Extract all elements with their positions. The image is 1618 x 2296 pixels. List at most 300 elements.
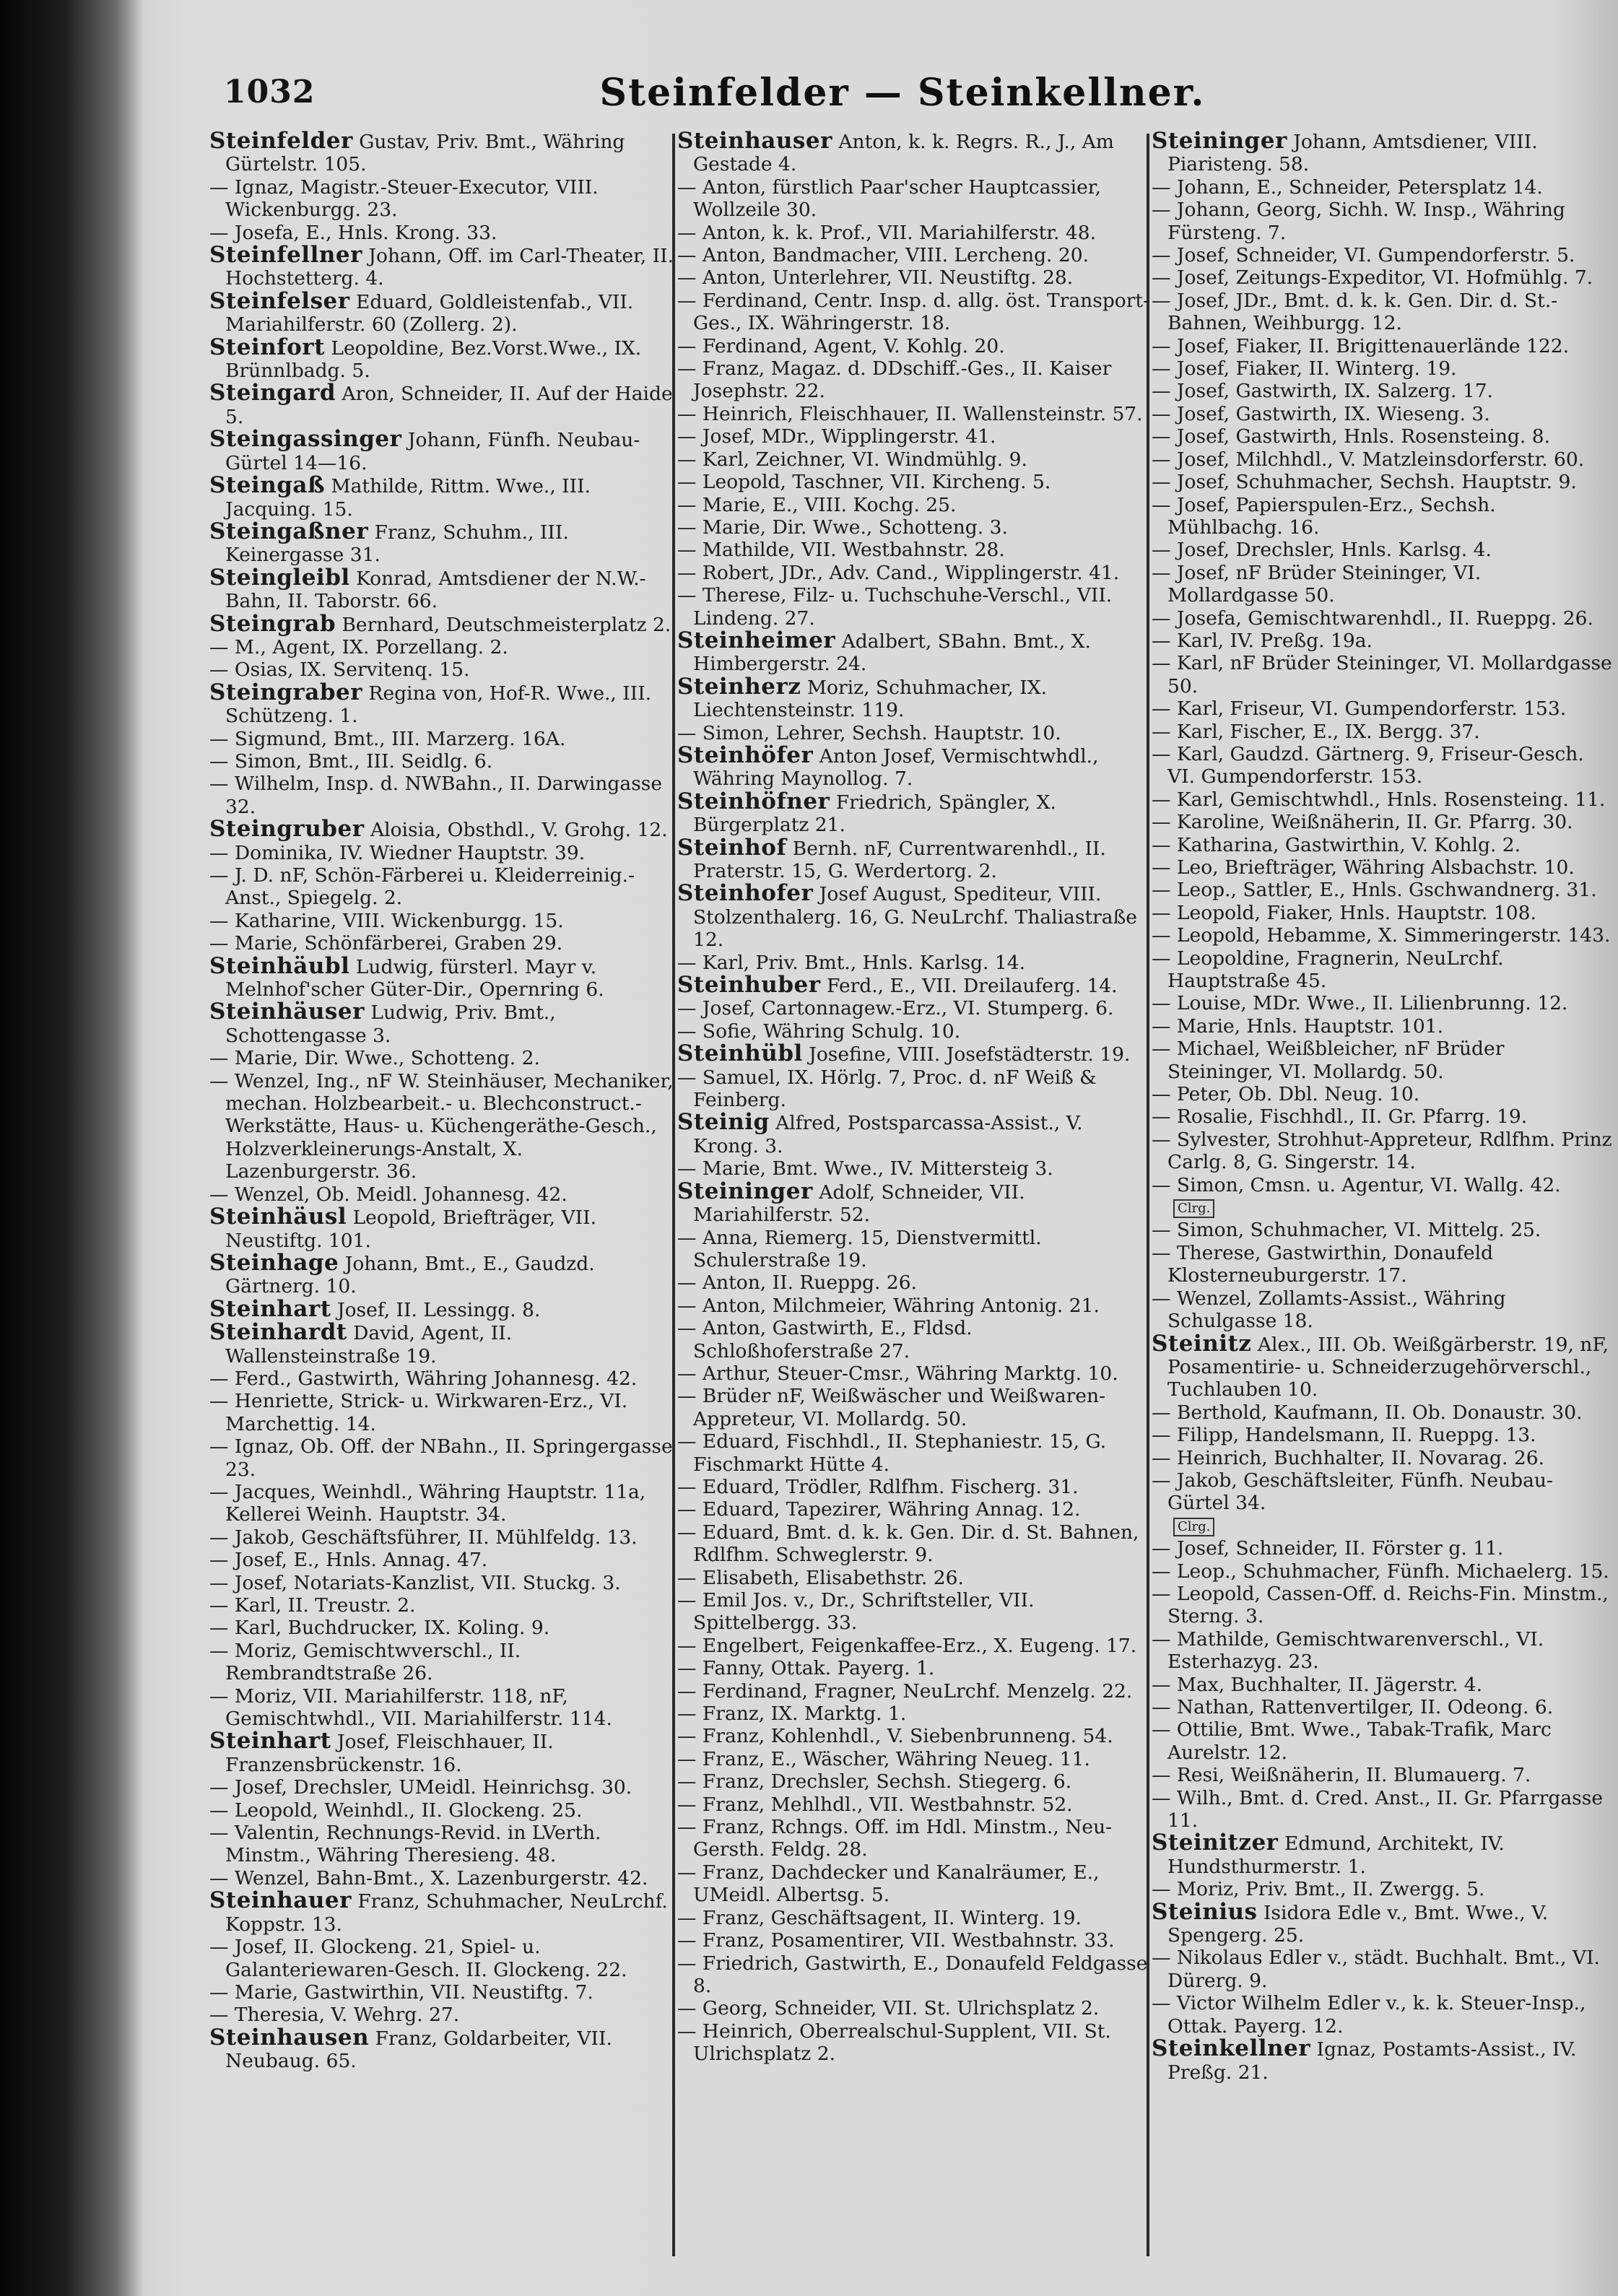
entry-text: Mathilde, Rittm. Wwe., III. Jacquing. 15.	[225, 475, 591, 521]
entry-text: — Anton, Milchmeier, Währing Antonig. 21.	[677, 1294, 1100, 1317]
directory-entry	[1152, 494, 1614, 539]
directory-entry	[209, 1640, 679, 1685]
directory-entry	[677, 1997, 1150, 2019]
surname: Steinitz	[1152, 1330, 1252, 1357]
directory-entry	[209, 658, 679, 681]
entry-text: — Jacques, Weinhdl., Währing Hauptstr. 11a, Kellerei Weinh. Hauptstr. 34.	[209, 1480, 646, 1526]
directory-entry	[677, 1385, 1150, 1430]
entry-text: — Eduard, Fischhdl., II. Stephaniestr. 15, G. Fischmarkt Hütte 4.	[677, 1430, 1107, 1476]
entry-text: Alfred, Postsparcassa-Assist., V. Krong. 3.	[693, 1112, 1083, 1157]
entry-text: — Heinrich, Buchhalter, II. Novarag. 26.	[1152, 1446, 1545, 1469]
entry-text: — Wilh., Bmt. d. Cred. Anst., II. Gr. Pfarrgasse 11.	[1152, 1786, 1604, 1832]
entry-text: Johann, Off. im Carl-Theater, II. Hochstetterg. 4.	[225, 245, 674, 290]
directory-entry-head	[677, 744, 1150, 791]
directory-entry	[677, 1317, 1150, 1362]
book-spine-shadow	[0, 0, 144, 2296]
surname: Steinhage	[209, 1249, 339, 1276]
entry-text: — Josef, nF Brüder Steininger, VI. Mollardgasse 50.	[1152, 561, 1482, 607]
entry-text: — Leop., Schuhmacher, Fünfh. Michaelerg. 15.	[1152, 1560, 1609, 1583]
entry-text: — Josef, II. Glockeng. 21, Spiel- u. Galanteriewaren-Gesch. II. Glockeng. 22.	[209, 1936, 627, 1981]
directory-entry	[677, 1748, 1150, 1770]
entry-text: — Leopold, Taschner, VII. Kircheng. 5.	[677, 471, 1051, 494]
entry-text: Konrad, Amtsdiener der N.W.-Bahn, II. Taborstr. 66.	[225, 567, 646, 613]
page-header	[224, 71, 1581, 131]
surname: Steingruber	[209, 816, 365, 843]
directory-entry-head	[677, 974, 1150, 997]
entry-text: Moriz, Schuhmacher, IX. Liechtensteinstr. 119.	[693, 676, 1048, 722]
entry-text: — Josefa, E., Hnls. Krong. 33.	[209, 221, 497, 244]
entry-text: — Michael, Weißbleicher, nF Brüder Steininger, VI. Mollardg. 50.	[1152, 1038, 1505, 1083]
entry-text: — Josef, Zeitungs-Expeditor, VI. Hofmühlg. 7.	[1152, 266, 1593, 290]
entry-text: — Anton, Bandmacher, VIII. Lercheng. 20.	[677, 244, 1089, 267]
directory-entry	[209, 728, 679, 750]
entry-text: — Marie, Schönfärberei, Graben 29.	[209, 932, 563, 955]
entry-text: — Josef, MDr., Wipplingerstr. 41.	[677, 425, 996, 448]
directory-entry	[1152, 1219, 1614, 1241]
directory-entry-head	[209, 287, 679, 336]
directory-entry	[677, 176, 1150, 222]
directory-entry	[209, 1367, 679, 1390]
directory-entry	[1152, 1287, 1614, 1333]
directory-entry	[1152, 947, 1614, 993]
directory-entry	[1152, 1560, 1614, 1583]
entry-text: — Sigmund, Bmt., III. Marzerg. 16A.	[209, 727, 566, 750]
entry-text: — Josef, Fiaker, II. Brigittenauerlände 122.	[1152, 334, 1570, 357]
directory-entry	[209, 1481, 679, 1526]
directory-entry	[677, 1703, 1150, 1725]
directory-entry	[1152, 1947, 1614, 1992]
directory-entry	[677, 335, 1150, 357]
directory-entry	[1152, 448, 1614, 471]
entry-text: — Ferdinand, Centr. Insp. d. allg. öst. Transport-Ges., IX. Währingerstr. 18.	[677, 289, 1150, 335]
entry-text: — Anton, II. Rueppg. 26.	[677, 1271, 918, 1295]
directory-entry	[677, 1657, 1150, 1679]
entry-text: — Karl, nF Brüder Steininger, VI. Mollardgasse 50.	[1152, 652, 1612, 697]
entry-text: — Leopold, Cassen-Off. d. Reichs-Fin. Minstm., Sterng. 3.	[1152, 1582, 1609, 1628]
directory-entry-head	[209, 244, 679, 290]
entry-text: — Leop., Sattler, E., Hnls. Gschwandnerg. 31.	[1152, 879, 1597, 902]
directory-entry-head	[677, 627, 1150, 676]
entry-text: — Jakob, Geschäftsleiter, Fünfh. Neubau-Gürtel 34.	[1152, 1469, 1553, 1515]
entry-text: Anton, k. k. Regrs. R., J., Am Gestade 4.	[693, 131, 1114, 176]
directory-entry	[1152, 1583, 1614, 1628]
directory-entry	[1152, 879, 1614, 901]
directory-entry-head	[209, 130, 679, 176]
entry-text: Leopoldine, Bez.Vorst.Wwe., IX. Brünnlbadg. 5.	[225, 336, 642, 383]
surname: Steinhäuser	[209, 999, 365, 1025]
entry-text: — Sylvester, Strohhut-Appreteur, Rdlfhm. Prinz Carlg. 8, G. Singerstr. 14.	[1152, 1128, 1612, 1174]
directory-entry	[1152, 834, 1614, 856]
entry-text: — Ferdinand, Fragner, NeuLrchf. Menzelg. 22.	[677, 1679, 1133, 1703]
entry-text: — Karl, Friseur, VI. Gumpendorferstr. 153.	[1152, 697, 1567, 721]
directory-entry	[209, 1572, 679, 1594]
clearing-label: Clrg.	[1173, 1199, 1214, 1218]
directory-entry-head	[209, 818, 679, 841]
directory-entry-head	[209, 1321, 679, 1367]
directory-entry	[677, 2020, 1150, 2066]
directory-entry	[209, 1776, 679, 1799]
directory-entry	[677, 1271, 1150, 1294]
entry-text: — Josef, Cartonnagew.-Erz., VI. Stumperg. 6.	[677, 997, 1114, 1020]
directory-entry	[209, 1526, 679, 1549]
entry-text: — Anton, Unterlehrer, VII. Neustiftg. 28.	[677, 266, 1074, 290]
entry-text: Eduard, Goldleistenfab., VII. Mariahilferstr. 60 (Zollerg. 2).	[225, 290, 634, 336]
entry-text: — Nikolaus Edler v., städt. Buchhalt. Bmt., VI. Dürerg. 9.	[1152, 1947, 1600, 1992]
directory-entry	[209, 1981, 679, 2004]
entry-text: — Engelbert, Feigenkaffee-Erz., X. Eugeng. 17.	[677, 1634, 1137, 1657]
directory-entry	[1152, 1537, 1614, 1560]
directory-entry	[677, 357, 1150, 403]
directory-entry	[677, 1929, 1150, 1952]
entry-text: — Fanny, Ottak. Payerg. 1.	[677, 1657, 935, 1680]
entry-text: — Karl, Gemischtwhdl., Hnls. Rosensteing. 11.	[1152, 788, 1606, 811]
directory-entry-head	[1152, 1330, 1614, 1401]
entry-text: Anton Josef, Vermischtwhdl., Währing Maynollog. 7.	[693, 744, 1099, 791]
entry-text: — Brüder nF, Weißwäscher und Weißwaren-Appreteur, VI. Mollardg. 50.	[677, 1385, 1106, 1430]
directory-entry	[677, 1066, 1150, 1112]
entry-text: — Anton, k. k. Prof., VII. Mariahilferstr. 48.	[677, 221, 1097, 244]
entry-text: — Wilhelm, Insp. d. NWBahn., II. Darwingasse 32.	[209, 773, 663, 818]
surname: Steingraber	[209, 679, 363, 705]
directory-entry	[1152, 1038, 1614, 1083]
entry-text: — Josef, Drechsler, UMeidl. Heinrichsg. 30.	[209, 1776, 632, 1799]
entry-text: Franz, Goldarbeiter, VII. Neubaug. 65.	[225, 2027, 612, 2073]
directory-entry	[1152, 1787, 1614, 1832]
entry-text: — Marie, Hnls. Hauptstr. 101.	[1152, 1014, 1444, 1038]
directory-entry-head	[209, 1001, 679, 1047]
directory-entry	[209, 1799, 679, 1822]
entry-text: — Josef, Papierspulen-Erz., Sechsh. Mühlbachg. 16.	[1152, 493, 1496, 539]
directory-entry	[677, 494, 1150, 516]
entry-text: — Filipp, Handelsmann, II. Rueppg. 13.	[1152, 1424, 1536, 1447]
entry-text: — Franz, IX. Marktg. 1.	[677, 1703, 907, 1726]
directory-entry	[1152, 539, 1614, 561]
directory-entry	[1152, 1764, 1614, 1786]
surname: Steinius	[1152, 1898, 1258, 1925]
directory-entry	[1152, 1447, 1614, 1469]
entry-text: — Josef, Milchhdl., V. Matzleinsdorferstr. 60.	[1152, 448, 1585, 471]
entry-text: — Marie, Dir. Wwe., Schotteng. 3.	[677, 516, 1008, 539]
directory-entry-head	[677, 1040, 1150, 1067]
entry-text: — Karl, Priv. Bmt., Hnls. Karlsg. 14.	[677, 951, 1026, 974]
entry-text: — Simon, Schuhmacher, VI. Mittelg. 25.	[1152, 1219, 1541, 1242]
entry-text: — Katharine, VIII. Wickenburgg. 15.	[209, 909, 564, 932]
entry-text: — Resi, Weißnäherin, II. Blumauerg. 7.	[1152, 1764, 1531, 1787]
entry-text: Franz, Schuhmacher, NeuLrchf. Koppstr. 13.	[225, 1890, 668, 1936]
surname: Steingassinger	[209, 426, 402, 453]
entry-text: — Josef, Drechsler, Hnls. Karlsg. 4.	[1152, 539, 1492, 562]
surname: Steinfort	[209, 334, 325, 360]
entry-text: — Simon, Lehrer, Sechsh. Hauptstr. 10.	[677, 721, 1061, 744]
directory-entry	[1152, 357, 1614, 380]
directory-entry	[1152, 1878, 1614, 1900]
entry-text: — Mathilde, VII. Westbahnstr. 28.	[677, 539, 1005, 562]
entry-text: — Ottilie, Bmt. Wwe., Tabak-Trafik, Marc Aurelstr. 12.	[1152, 1718, 1552, 1764]
entry-text: — Louise, MDr. Wwe., II. Lilienbrunng. 12.	[1152, 992, 1568, 1015]
entry-text: — Anton, Gastwirth, E., Fldsd. Schloßhoferstraße 27.	[677, 1317, 973, 1362]
directory-entry	[1152, 1129, 1614, 1174]
entry-text: — Eduard, Bmt. d. k. k. Gen. Dir. d. St. Bahnen, Rdlfhm. Schweglerstr. 9.	[677, 1521, 1139, 1567]
entry-text: — Mathilde, Gemischtwarenverschl., VI. Esterhazyg. 23.	[1152, 1627, 1544, 1674]
directory-entry-head	[209, 428, 679, 474]
surname: Steinhöfer	[677, 742, 814, 768]
directory-entry	[1152, 630, 1614, 652]
directory-entry-head	[677, 788, 1150, 837]
directory-entry	[209, 773, 679, 818]
entry-text: — Eduard, Tapezirer, Währing Annag. 12.	[677, 1498, 1081, 1521]
directory-entry-head	[677, 1180, 1150, 1227]
entry-text: — Berthold, Kaufmann, II. Ob. Donaustr. 30.	[1152, 1401, 1583, 1424]
entry-text: Bernhard, Deutschmeisterplatz 2.	[342, 613, 671, 636]
directory-entry	[1152, 856, 1614, 879]
entry-text: Josef, II. Lessingg. 8.	[336, 1298, 541, 1321]
entry-text: — Therese, Gastwirthin, Donaufeld Klosterneuburgerstr. 17.	[1152, 1241, 1494, 1287]
directory-entry-head	[209, 564, 679, 613]
directory-entry	[677, 1952, 1150, 1998]
entry-text: Johann, Fünfh. Neubau-Gürtel 14—16.	[225, 429, 640, 474]
entry-text: — Anton, fürstlich Paar'scher Hauptcassier, Wollzeile 30.	[677, 175, 1101, 222]
directory-entry	[209, 842, 679, 864]
surname: Steinkellner	[1152, 2035, 1311, 2062]
entry-text: — Josef, Notariats-Kanzlist, VII. Stuckg. 3.	[209, 1571, 621, 1594]
directory-entry-head	[209, 2024, 679, 2073]
entry-text: — Marie, Bmt. Wwe., IV. Mittersteig 3.	[677, 1157, 1053, 1180]
surname: Steinhart	[209, 1295, 331, 1322]
entry-text: — Heinrich, Fleischhauer, II. Wallensteinstr. 57.	[677, 402, 1143, 425]
entry-text: — Franz, Dachdecker und Kanalräumer, E., UMeidl. Albertsg. 5.	[677, 1861, 1100, 1907]
entry-text: — Ferd., Gastwirth, Währing Johannesg. 42.	[209, 1367, 638, 1390]
surname: Steinfelder	[209, 130, 353, 154]
surname: Steinhuber	[677, 972, 821, 999]
entry-text: — Rosalie, Fischhdl., II. Gr. Pfarrg. 19.	[1152, 1105, 1528, 1129]
directory-entry	[1152, 1015, 1614, 1038]
directory-entry	[677, 1430, 1150, 1476]
entry-text: — Georg, Schneider, VII. St. Ulrichsplatz 2.	[677, 1997, 1100, 2020]
directory-entry	[1152, 266, 1614, 289]
surname: Steinherz	[677, 673, 801, 700]
directory-entry	[1152, 1242, 1614, 1287]
directory-entry	[209, 910, 679, 932]
surname: Steinhofer	[677, 880, 814, 907]
directory-entry	[677, 952, 1150, 974]
directory-entry	[1152, 1696, 1614, 1718]
directory-entry	[677, 722, 1150, 744]
directory-entry-head	[1152, 1832, 1614, 1878]
entry-text: — Franz, Rchngs. Off. im Hdl. Minstm., Neu-Gersth. Feldg. 28.	[677, 1816, 1113, 1861]
directory-entry-head	[1152, 130, 1614, 176]
directory-entry	[677, 1907, 1150, 1929]
directory-entry	[209, 2004, 679, 2026]
entry-text: — Marie, Dir. Wwe., Schotteng. 2.	[209, 1047, 540, 1070]
directory-entry	[209, 222, 679, 244]
directory-entry	[677, 1725, 1150, 1747]
directory-entry	[209, 1047, 679, 1069]
entry-text: Alex., III. Ob. Weißgärberstr. 19, nF, Posamentirie- u. Schneiderzugehörverschl., Tuchlauben 10.	[1167, 1333, 1609, 1401]
entry-text: — J. D. nF, Schön-Färberei u. Kleiderreinig.-Anst., Spiegelg. 2.	[209, 864, 635, 910]
directory-entry	[677, 584, 1150, 630]
entry-text: Gustav, Priv. Bmt., Währing Gürtelstr. 105.	[225, 131, 625, 176]
entry-text: — Leo, Briefträger, Währing Alsbachstr. 10.	[1152, 856, 1575, 879]
entry-text: — Josef, E., Hnls. Annag. 47.	[209, 1549, 488, 1572]
directory-entry	[677, 1227, 1150, 1272]
entry-text: Edmund, Architekt, IV. Hundsthurmerstr. 1.	[1167, 1832, 1505, 1878]
directory-entry	[1152, 788, 1614, 811]
entry-text: — Wenzel, Zollamts-Assist., Währing Schulgasse 18.	[1152, 1287, 1506, 1333]
entry-text: — Marie, Gastwirthin, VII. Neustiftg. 7.	[209, 1980, 593, 2004]
directory-entry	[677, 1770, 1150, 1793]
directory-entry-head	[1152, 2035, 1614, 2084]
entry-text: — Josef, Schneider, VI. Gumpendorferstr. 5.	[1152, 244, 1575, 267]
column-2	[677, 130, 1150, 2260]
entry-text: — Eduard, Trödler, Rdlfhm. Fischerg. 31.	[677, 1475, 1079, 1498]
entry-text: Josefine, VIII. Josefstädterstr. 19.	[809, 1043, 1131, 1066]
entry-text: — Wenzel, Ing., nF W. Steinhäuser, Mechaniker, mechan. Holzbearbeit.- u. Blechconstruct.-Werkstätte, Haus- u. Küchengeräthe-Gesch., Holzverkleinerungs-Anstalt, X. Lazenburgerstr. 36.	[209, 1069, 674, 1183]
surname: Steinhauer	[209, 1887, 352, 1914]
entry-text: Bernh. nF, Currentwarenhdl., II. Praterstr. 15, G. Werdertorg. 2.	[693, 837, 1106, 882]
entry-text: — Osias, IX. Servitenq. 15.	[209, 658, 470, 682]
entry-text: — Karl, Buchdrucker, IX. Koling. 9.	[209, 1617, 550, 1640]
directory-entry	[677, 1680, 1150, 1703]
directory-entry-head	[677, 673, 1150, 722]
directory-entry	[1152, 743, 1614, 788]
directory-entry-head	[677, 834, 1150, 883]
directory-entry	[677, 1157, 1150, 1180]
directory-entry	[1152, 721, 1614, 743]
entry-text: — Karl, Fischer, E., IX. Bergg. 37.	[1152, 720, 1480, 743]
entry-text: — Leopold, Weinhdl., II. Glockeng. 25.	[209, 1799, 583, 1822]
directory-entry	[1152, 1469, 1614, 1515]
entry-text: Isidora Edle v., Bmt. Wwe., V. Spengerg. 25.	[1167, 1901, 1549, 1947]
entry-text: — Marie, E., VIII. Kochg. 25.	[677, 493, 957, 516]
entry-text: — Moriz, VII. Mariahilferstr. 118, nF, Gemischtwhdl., VII. Mariahilferstr. 114.	[209, 1684, 612, 1731]
surname: Steingaß	[209, 472, 326, 499]
directory-entry	[677, 266, 1150, 289]
directory-entry	[1152, 1401, 1614, 1424]
column-1	[209, 130, 679, 2260]
entry-text: — Franz, Mehlhdl., VII. Westbahnstr. 52.	[677, 1793, 1073, 1816]
directory-entry-head	[209, 1730, 679, 1776]
directory-entry-head	[677, 882, 1150, 951]
directory-entry	[1152, 697, 1614, 720]
entry-text: — Henriette, Strick- u. Wirkwaren-Erz., VI. Marchettig. 14.	[209, 1390, 628, 1435]
entry-text: — Max, Buchhalter, II. Jägerstr. 4.	[1152, 1673, 1483, 1696]
entry-text: — Josef, Schuhmacher, Sechsh. Hauptstr. 9.	[1152, 471, 1577, 494]
surname: Steininger	[677, 1178, 813, 1204]
entry-text: — Jakob, Geschäftsführer, II. Mühlfeldg. 13.	[209, 1526, 638, 1549]
entry-text: — Arthur, Steuer-Cmsr., Währing Marktg. 10.	[677, 1362, 1118, 1385]
directory-entry	[677, 1861, 1150, 1907]
entry-text: Johann, Amtsdiener, VIII. Piaristeng. 58.	[1167, 131, 1538, 176]
entry-text: — Anna, Riemerg. 15, Dienstvermittl. Schulerstraße 19.	[677, 1226, 1042, 1271]
surname: Steinhof	[677, 834, 787, 861]
entry-text: — Leopoldine, Fragnerin, NeuLrchf. Hauptstraße 45.	[1152, 947, 1504, 993]
directory-entry-head	[209, 382, 679, 428]
clearing-label: Clrg.	[1173, 1518, 1214, 1536]
directory-entry-head	[209, 1249, 679, 1298]
entry-text: Aron, Schneider, II. Auf der Haide 5.	[225, 383, 673, 428]
entry-text: — Samuel, IX. Hörlg. 7, Proc. d. nF Weiß & Feinberg.	[677, 1066, 1097, 1112]
entry-text: — Leopold, Hebamme, X. Simmeringerstr. 143.	[1152, 924, 1611, 947]
directory-entry	[677, 448, 1150, 471]
directory-entry	[1152, 652, 1614, 697]
entry-text: — Franz, Posamentirer, VII. Westbahnstr. 33.	[677, 1929, 1115, 1952]
directory-entry	[677, 1635, 1150, 1657]
entry-text: — Friedrich, Gastwirth, E., Donaufeld Feldgasse 8.	[677, 1952, 1148, 1997]
entry-text: — Karl, II. Treustr. 2.	[209, 1594, 416, 1617]
directory-entry	[1152, 992, 1614, 1014]
entry-text: — Moriz, Gemischtwverschl., II. Rembrandtstraße 26.	[209, 1639, 521, 1685]
directory-entry	[677, 403, 1150, 425]
directory-entry	[209, 1867, 679, 1890]
entry-text: Ferd., E., VII. Dreilauferg. 14.	[827, 975, 1118, 998]
entry-text: — Ignaz, Ob. Off. der NBahn., II. Springergasse 23.	[209, 1435, 673, 1481]
surname: Steingard	[209, 380, 336, 406]
directory-entry	[677, 290, 1150, 335]
entry-text: — Heinrich, Oberrealschul-Supplent, VII. St. Ulrichsplatz 2.	[677, 2019, 1111, 2066]
surname: Steinhäusl	[209, 1204, 347, 1230]
directory-entry	[677, 1567, 1150, 1589]
entry-text: Johann, Bmt., E., Gaudzd. Gärtnerg. 10.	[225, 1252, 595, 1298]
entry-text: Josef, Fleischhauer, II. Franzensbrückenstr. 16.	[225, 1731, 554, 1776]
surname: Steinitzer	[1152, 1830, 1279, 1856]
directory-entry	[677, 1295, 1150, 1317]
surname: Steingrab	[209, 610, 336, 637]
entry-text: — Karl, IV. Preßg. 19a.	[1152, 629, 1373, 652]
directory-entry	[677, 539, 1150, 561]
directory-entry	[209, 864, 679, 910]
surname: Steinig	[677, 1109, 770, 1136]
entry-text: — Sofie, Währing Schulg. 10.	[677, 1019, 961, 1043]
surname: Steinhart	[209, 1728, 331, 1754]
directory-entry	[1152, 199, 1614, 244]
entry-text: — Therese, Filz- u. Tuchschuhe-Verschl., VII. Lindeng. 27.	[677, 584, 1113, 630]
surname: Steinhardt	[209, 1319, 347, 1346]
entry-text: — Franz, Kohlenhdl., V. Siebenbrunneng. 54.	[677, 1725, 1113, 1748]
surname: Steininger	[1152, 130, 1287, 154]
directory-entry	[1152, 811, 1614, 833]
entry-text: — Theresia, V. Wehrg. 27.	[209, 2004, 460, 2027]
directory-entry	[209, 1390, 679, 1435]
entry-text: Leopold, Briefträger, VII. Neustiftg. 101.	[225, 1206, 596, 1252]
surname: Steingleibl	[209, 564, 350, 591]
entry-text: — Johann, E., Schneider, Petersplatz 14.	[1152, 175, 1543, 199]
entry-text: Adolf, Schneider, VII. Mariahilferstr. 52.	[693, 1180, 1025, 1227]
directory-entry	[209, 1617, 679, 1639]
entry-text: — Josef, Gastwirth, IX. Salzerg. 17.	[1152, 380, 1493, 403]
directory-entry	[677, 1589, 1150, 1635]
entry-text: — Karl, Zeichner, VI. Windmühlg. 9.	[677, 448, 1027, 471]
directory-entry	[1152, 924, 1614, 947]
entry-text: Ludwig, fürsterl. Mayr v. Melnhof'scher Güter-Dir., Opernring 6.	[225, 955, 604, 1001]
entry-text: — Josef, Gastwirth, Hnls. Rosensteing. 8.	[1152, 425, 1551, 448]
entry-text: — Johann, Georg, Sichh. W. Insp., Währing Fürsteng. 7.	[1152, 199, 1565, 244]
column-3	[1152, 130, 1614, 2260]
entry-text: — Wenzel, Ob. Meidl. Johannesg. 42.	[209, 1183, 567, 1206]
directory-entry	[209, 636, 679, 658]
directory-entry	[677, 1020, 1150, 1043]
directory-entry	[677, 997, 1150, 1019]
clearing-box	[1152, 1196, 1614, 1219]
entry-text: Josef August, Spediteur, VIII. Stolzenthalerg. 16, G. NeuLrchf. Thaliastraße 12.	[693, 883, 1137, 952]
entry-text: — Robert, JDr., Adv. Cand., Wipplingerstr. 41.	[677, 561, 1120, 584]
directory-entry-head	[209, 679, 679, 728]
directory-entry	[1152, 471, 1614, 493]
entry-text: — Franz, Drechsler, Sechsh. Stiegerg. 6.	[677, 1770, 1072, 1793]
directory-entry	[209, 1822, 679, 1867]
directory-entry	[677, 1362, 1150, 1385]
clearing-box	[1152, 1515, 1614, 1537]
directory-entry	[1152, 380, 1614, 402]
